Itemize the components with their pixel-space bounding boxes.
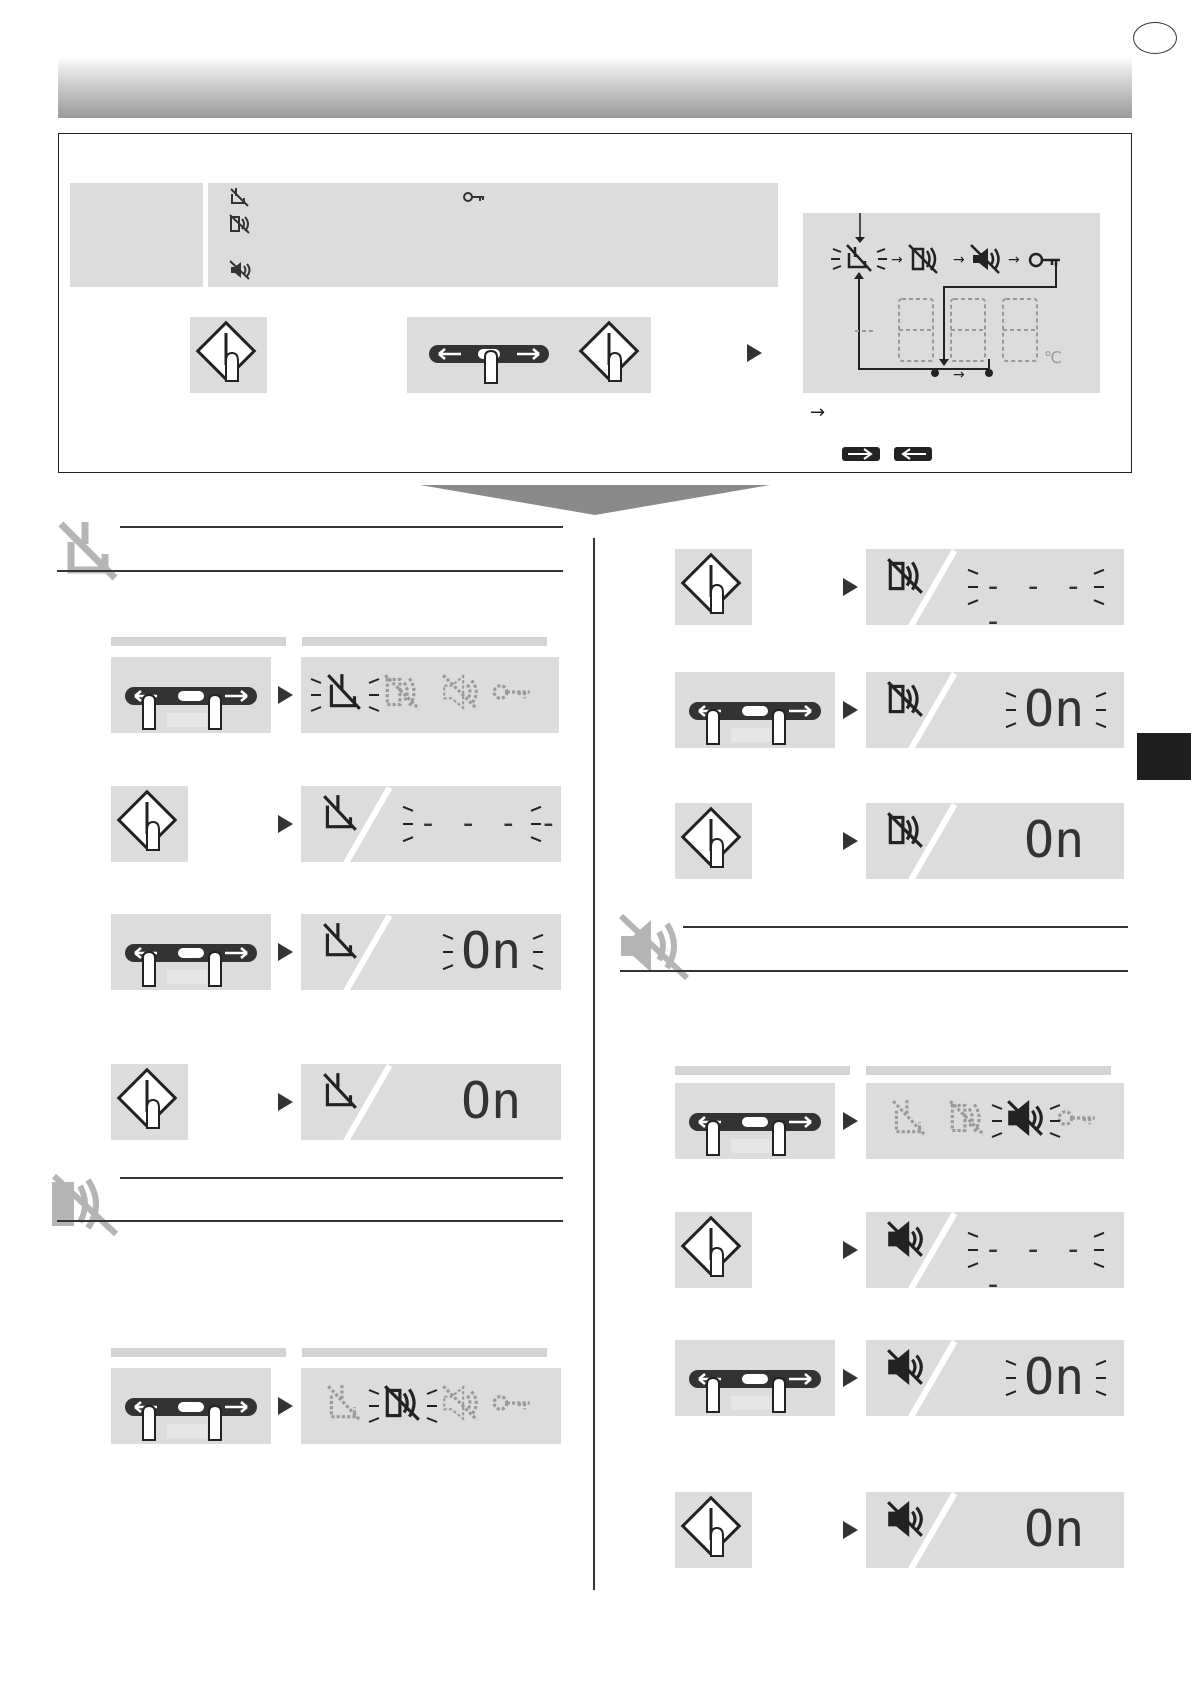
slide-buttons-panel xyxy=(111,914,271,990)
press-button-panel xyxy=(675,803,752,879)
buzzer-mute-icon xyxy=(884,1346,926,1388)
slide-buttons-icon[interactable] xyxy=(427,335,552,391)
lcd-display xyxy=(301,657,559,733)
key-icon xyxy=(491,1382,533,1424)
step-arrow xyxy=(843,1112,858,1130)
tab-bar xyxy=(302,1348,547,1357)
section-rule-bottom xyxy=(620,970,1128,972)
press-button-panel xyxy=(111,1064,188,1140)
child-lock-icon xyxy=(319,920,361,962)
section-rule-top xyxy=(683,926,1128,928)
lcd-display xyxy=(866,1212,1124,1288)
step-arrow xyxy=(278,815,293,833)
child-lock-icon xyxy=(228,186,252,208)
step-arrow xyxy=(843,578,858,596)
intro-table-label-cell xyxy=(70,183,203,287)
continue-arrow xyxy=(420,485,770,515)
door-alarm-off-icon xyxy=(884,678,926,720)
page-header-band xyxy=(58,56,1132,118)
lcd-display xyxy=(301,786,561,862)
lcd-display xyxy=(866,1340,1124,1416)
buzzer-mute-icon xyxy=(884,1218,926,1260)
press-button-icon[interactable] xyxy=(675,1492,752,1568)
press-button-panel xyxy=(675,549,752,625)
set-arrows-icon xyxy=(842,445,932,463)
slide-buttons-icon[interactable] xyxy=(111,914,271,990)
lcd-display xyxy=(866,803,1124,879)
on-text: On xyxy=(1024,811,1085,869)
section-rule-bottom xyxy=(57,1220,563,1222)
section-door-alarm-icon xyxy=(50,1172,122,1238)
door-alarm-off-icon xyxy=(884,809,926,851)
step-arrow xyxy=(278,1093,293,1111)
buzzer-mute-icon xyxy=(228,259,252,281)
press-button-icon[interactable] xyxy=(111,786,188,862)
step-arrow xyxy=(278,686,293,704)
door-alarm-off-icon xyxy=(381,671,423,713)
press-button-icon[interactable] xyxy=(675,803,752,879)
lcd-display xyxy=(866,1083,1124,1159)
door-alarm-off-icon xyxy=(946,1097,988,1139)
on-text: On xyxy=(1024,1500,1085,1558)
tab-bar xyxy=(111,1348,286,1357)
child-lock-icon xyxy=(319,792,361,834)
press-button-icon[interactable] xyxy=(675,549,752,625)
step-arrow xyxy=(843,832,858,850)
child-lock-icon xyxy=(323,1382,365,1424)
lcd-display xyxy=(301,1064,561,1140)
child-lock-icon xyxy=(847,245,871,271)
slide-buttons-panel xyxy=(111,657,271,733)
intro-table-content-cell xyxy=(208,183,778,287)
slide-buttons-icon[interactable] xyxy=(675,1083,835,1159)
language-badge xyxy=(1133,22,1177,54)
press-button-panel xyxy=(675,1492,752,1568)
intro-slide-and-press-panel xyxy=(407,317,651,393)
blinking-dashes: - - - - xyxy=(984,569,1085,625)
child-lock-icon xyxy=(319,1070,361,1112)
svg-text:→: → xyxy=(953,367,965,383)
step-arrow xyxy=(278,1397,293,1415)
lcd-display xyxy=(866,672,1124,748)
svg-text:→: → xyxy=(1008,252,1020,268)
slide-buttons-panel xyxy=(675,1340,835,1416)
door-alarm-off-icon xyxy=(228,213,252,235)
key-icon xyxy=(1056,1097,1098,1139)
buzzer-mute-icon xyxy=(439,1382,481,1424)
door-alarm-off-icon xyxy=(381,1382,423,1424)
lcd-display xyxy=(866,549,1124,625)
door-alarm-off-icon xyxy=(909,245,937,273)
lcd-display xyxy=(866,1492,1124,1568)
buzzer-mute-icon xyxy=(971,245,999,273)
press-button-panel xyxy=(111,786,188,862)
on-text: On xyxy=(461,1072,522,1130)
section-rule-bottom xyxy=(57,570,563,572)
slide-buttons-icon[interactable] xyxy=(111,657,271,733)
slide-buttons-icon[interactable] xyxy=(111,1368,271,1444)
press-button-icon[interactable] xyxy=(111,1064,188,1140)
blinking-on-text: On xyxy=(461,922,522,980)
step-arrow xyxy=(278,943,293,961)
tab-bar xyxy=(675,1066,850,1075)
step-arrow xyxy=(843,1241,858,1259)
key-icon xyxy=(463,191,485,203)
press-button-icon[interactable] xyxy=(577,317,641,393)
child-lock-icon xyxy=(323,671,365,713)
tab-bar xyxy=(866,1066,1111,1075)
child-lock-icon xyxy=(888,1097,930,1139)
svg-text:℃: ℃ xyxy=(1044,348,1062,367)
door-alarm-off-icon xyxy=(884,555,926,597)
section-child-lock-icon xyxy=(55,518,121,582)
slide-buttons-panel xyxy=(675,1083,835,1159)
slide-buttons-panel xyxy=(675,672,835,748)
blinking-on-text: On xyxy=(1024,680,1085,738)
svg-text:→: → xyxy=(891,252,903,268)
svg-text:→: → xyxy=(953,252,965,268)
press-button-icon[interactable] xyxy=(190,317,267,393)
key-icon xyxy=(491,671,533,713)
slide-buttons-panel xyxy=(111,1368,271,1444)
lcd-display xyxy=(301,914,561,990)
step-arrow xyxy=(747,344,762,362)
press-button-icon[interactable] xyxy=(675,1212,752,1288)
section-buzzer-icon xyxy=(617,912,693,982)
buzzer-mute-icon xyxy=(884,1498,926,1540)
section-rule-top xyxy=(120,526,563,528)
column-divider xyxy=(593,538,595,1590)
intro-press-panel xyxy=(190,317,267,393)
blinking-dashes: - - - - xyxy=(419,806,560,841)
slide-buttons-icon[interactable] xyxy=(675,672,835,748)
blinking-dashes: - - - - xyxy=(984,1232,1085,1288)
step-arrow xyxy=(843,1521,858,1539)
display-diagram xyxy=(803,213,1100,393)
section-tab-marker xyxy=(1137,733,1191,780)
mode-sequence-arrow: → xyxy=(810,402,826,423)
press-button-panel xyxy=(675,1212,752,1288)
step-arrow xyxy=(843,701,858,719)
slide-buttons-icon[interactable] xyxy=(675,1340,835,1416)
section-rule-top xyxy=(120,1177,563,1179)
display-diagram-drawing xyxy=(803,213,1100,393)
blinking-on-text: On xyxy=(1024,1348,1085,1406)
step-arrow xyxy=(843,1369,858,1387)
tab-bar xyxy=(302,637,547,646)
buzzer-mute-icon xyxy=(1004,1097,1046,1139)
lcd-display xyxy=(301,1368,561,1444)
buzzer-mute-icon xyxy=(439,671,481,713)
tab-bar xyxy=(111,637,286,646)
